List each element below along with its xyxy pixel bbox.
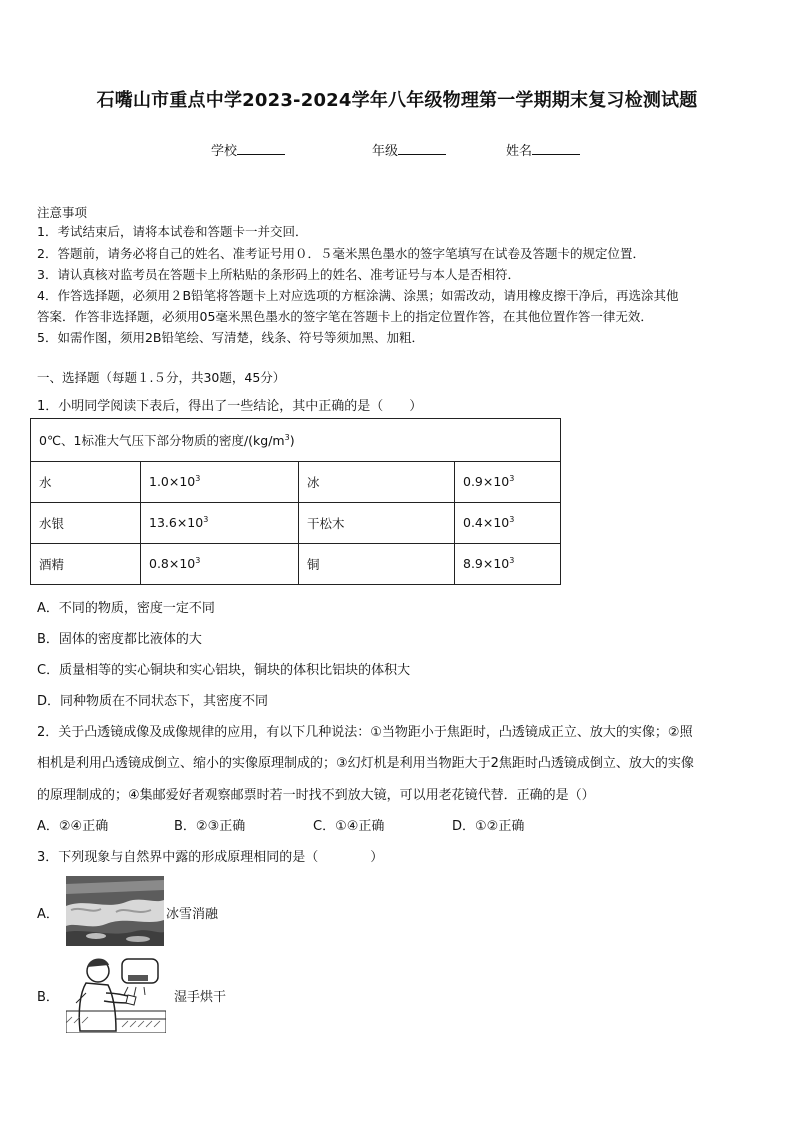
density-value: $0.9\times 10^3$ xyxy=(455,462,561,503)
substance-name: 水银 xyxy=(31,503,141,544)
question-2-line: 2．关于凸透镜成像及成像规律的应用，有以下几种说法：①当物距小于焦距时，凸透镜成正立、放大的实像；②照 xyxy=(37,725,693,740)
notice-item: 2．答题前，请务必将自己的姓名、准考证号用０．５毫米黑色墨水的签字笔填写在试卷及答题卡的规定位置． xyxy=(37,246,645,261)
density-value: $0.4\times 10^3$ xyxy=(455,503,561,544)
question-3-option-a-letter: A． xyxy=(37,907,59,922)
notice-item: 3．请认真核对监考员在答题卡上所粘贴的条形码上的姓名、准考证号与本人是否相符． xyxy=(37,267,520,282)
notice-item: 4．作答选择题，必须用２B铅笔将答题卡上对应选项的方框涂满、涂黑；如需改动，请用橡皮擦干净后，再选涂其他 xyxy=(37,288,679,303)
question-2-option-a: A．②④正确 xyxy=(37,819,109,834)
notice-item: 1．考试结束后，请将本试卷和答题卡一并交回． xyxy=(37,224,308,239)
page-title: 石嘴山市重点中学2023-2024学年八年级物理第一学期期末复习检测试题 xyxy=(96,90,698,111)
question-3-option-b-label: 湿手烘干 xyxy=(174,990,227,1005)
notice-title: 注意事项 xyxy=(37,205,88,220)
question-2-option-c: C．①④正确 xyxy=(313,819,385,834)
question-1-option-d: D．同种物质在不同状态下，其密度不同 xyxy=(37,694,269,709)
table-title: 0℃、1标准大气压下部分物质的密度$/(kg/m^3)$ xyxy=(31,419,561,462)
name-label: 姓名 xyxy=(506,144,533,159)
substance-name: 酒精 xyxy=(31,544,141,585)
grade-field xyxy=(372,140,446,159)
grade-label: 年级 xyxy=(372,144,399,159)
name-blank[interactable] xyxy=(532,142,580,155)
hand-dryer-image xyxy=(66,953,166,1033)
question-3-option-a-label: 冰雪消融 xyxy=(166,907,219,922)
section-title: 一、选择题（每题１.５分，共30题，45分） xyxy=(37,370,286,385)
density-table xyxy=(30,418,561,585)
table-row xyxy=(31,544,561,585)
question-1-option-b: B．固体的密度都比液体的大 xyxy=(37,632,202,647)
substance-name: 干松木 xyxy=(299,503,455,544)
substance-name: 冰 xyxy=(299,462,455,503)
melting-snow-image xyxy=(66,876,164,946)
question-3-option-b-letter: B． xyxy=(37,990,59,1005)
question-2-option-b: B．②③正确 xyxy=(174,819,246,834)
school-blank[interactable] xyxy=(237,142,285,155)
question-2-option-d: D．①②正确 xyxy=(452,819,525,834)
question-1-stem: 1．小明同学阅读下表后，得出了一些结论，其中正确的是（ ） xyxy=(37,399,423,414)
question-1-option-c: C．质量相等的实心铜块和实心铝块，铜块的体积比铝块的体积大 xyxy=(37,663,411,678)
grade-blank[interactable] xyxy=(398,142,446,155)
density-value: $0.8\times 10^3$ xyxy=(141,544,299,585)
question-2-line: 相机是利用凸透镜成倒立、缩小的实像原理制成的；③幻灯机是利用当物距大于2焦距时凸透镜成倒立、放大的实像 xyxy=(37,756,694,771)
question-2-line: 的原理制成的；④集邮爱好者观察邮票时若一时找不到放大镜，可以用老花镜代替．正确的是（） xyxy=(37,788,595,803)
substance-name: 水 xyxy=(31,462,141,503)
notice-item: 答案．作答非选择题，必须用05毫米黑色墨水的签字笔在答题卡上的指定位置作答，在其他位置作答一律无效． xyxy=(37,309,653,324)
question-1-option-a: A．不同的物质，密度一定不同 xyxy=(37,601,215,616)
question-3-stem: 3．下列现象与自然界中露的形成原理相同的是（ ） xyxy=(37,850,384,865)
density-value: $1.0\times 10^3$ xyxy=(141,462,299,503)
name-field xyxy=(506,140,580,159)
table-row xyxy=(31,462,561,503)
school-label: 学校 xyxy=(211,144,238,159)
school-field xyxy=(211,140,285,159)
density-value: $8.9\times 10^3$ xyxy=(455,544,561,585)
density-value: $13.6\times 10^3$ xyxy=(141,503,299,544)
notice-item: 5．如需作图，须用2B铅笔绘、写清楚，线条、符号等须加黑、加粗． xyxy=(37,330,424,345)
table-row xyxy=(31,503,561,544)
substance-name: 铜 xyxy=(299,544,455,585)
